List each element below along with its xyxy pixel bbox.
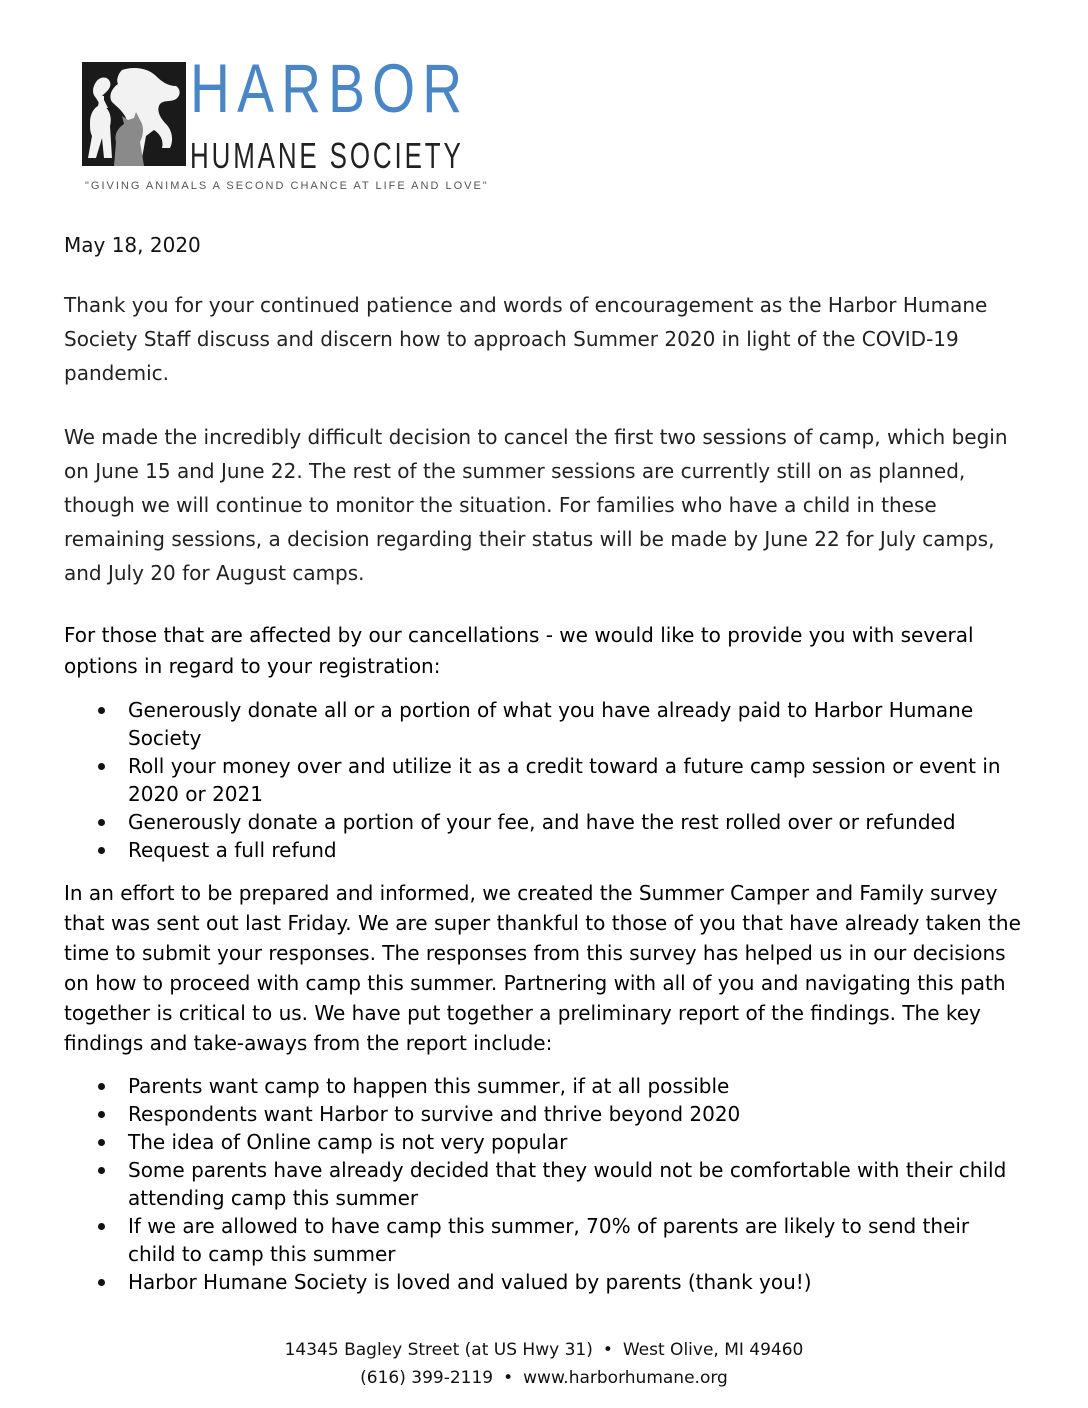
paragraph-cancellation: We made the incredibly difficult decision to cancel the first two sessions of camp, which begin on June 15 and June 22. The rest of the summer sessions are currently still on as planned, though we will continue to monitor the situation. For families who have a child in these remaining sessions, a decision regarding their status will be made by June 22 for July camps, and July 20 for August camps. (64, 425, 1008, 585)
paragraph-options-intro: For those that are affected by our cancellations - we would like to provide you with several options in regard to your registration: (64, 623, 974, 678)
list-item: Respondents want Harbor to survive and thrive beyond 2020 (128, 1100, 1022, 1128)
logo-title: HARBOR (190, 50, 470, 127)
list-item: If we are allowed to have camp this summer, 70% of parents are likely to send their child to camp this summer (128, 1212, 1022, 1268)
animal-silhouettes-logo-icon (82, 62, 186, 166)
list-item: Some parents have already decided that they would not be comfortable with their child attending camp this summer (128, 1156, 1022, 1212)
findings-list (64, 1072, 1022, 1296)
list-item: Request a full refund (128, 836, 1022, 864)
footer-city: West Olive, MI 49460 (622, 1340, 804, 1360)
list-item: Generously donate all or a portion of what you have already paid to Harbor Humane Society (128, 696, 1022, 752)
list-item: The idea of Online camp is not very popular (128, 1128, 1022, 1156)
logo-tagline: "GIVING ANIMALS A SECOND CHANCE AT LIFE AND LOVE" (85, 180, 489, 192)
harbor-humane-logo (82, 50, 489, 202)
footer-website: www.harborhumane.org (523, 1368, 728, 1388)
logo-subtitle: HUMANE SOCIETY (190, 135, 464, 176)
list-item: Parents want camp to happen this summer, if at all possible (128, 1072, 1022, 1100)
footer-address-line (0, 1336, 1088, 1364)
footer-phone: (616) 399-2119 (360, 1368, 494, 1388)
paragraph-survey: In an effort to be prepared and informed, we created the Summer Camper and Family survey that was sent out last Friday. We are super thankful to those of you that have already taken the time to submit your responses. The responses from this survey has helped us in our decisions on how to proceed with camp this summer. Partnering with all of you and navigating this path together is critical to us. We have put together a preliminary report of the findings. The key findings and take-aways from the report include: (64, 881, 1021, 1055)
options-list (64, 696, 1022, 864)
list-item: Generously donate a portion of your fee, and have the rest rolled over or refunded (128, 808, 1022, 836)
letter-body (64, 230, 1022, 1310)
list-item: Harbor Humane Society is loved and valued by parents (thank you!) (128, 1268, 1022, 1296)
paragraph-intro: Thank you for your continued patience and words of encouragement as the Harbor Humane Society Staff discuss and discern how to approach Summer 2020 in light of the COVID-19 pandemic. (64, 293, 988, 385)
letter-date: May 18, 2020 (64, 233, 201, 257)
footer-address: 14345 Bagley Street (at US Hwy 31) (284, 1340, 593, 1360)
footer-separator: • (602, 1340, 613, 1360)
footer-separator: • (503, 1368, 514, 1388)
list-item: Roll your money over and utilize it as a credit toward a future camp session or event in 2020 or 2021 (128, 752, 1022, 808)
page-footer (0, 1336, 1088, 1392)
footer-contact-line (0, 1364, 1088, 1392)
